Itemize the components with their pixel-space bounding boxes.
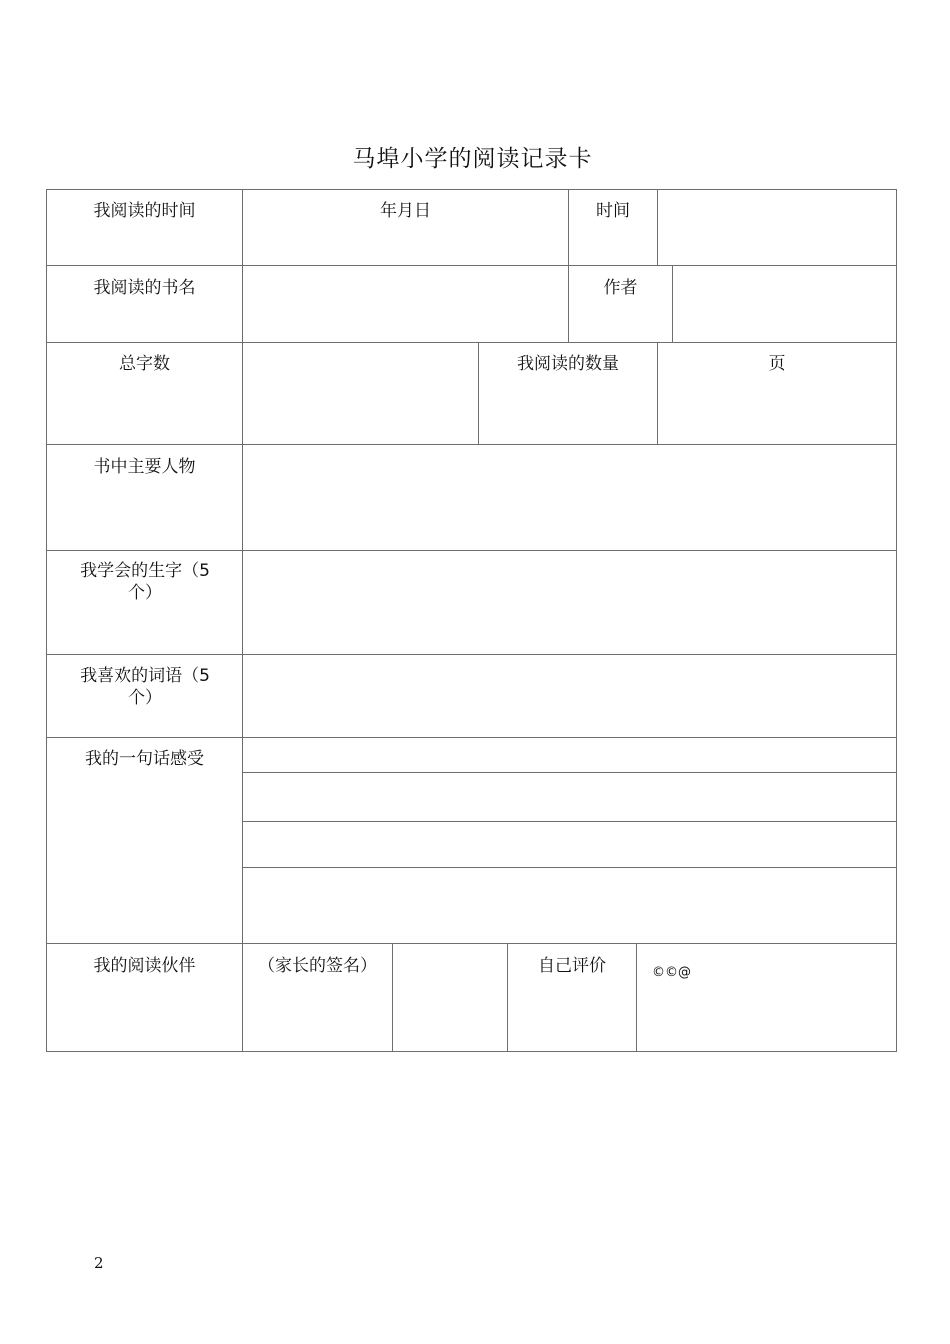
evaluation-faces: ©©@: [652, 965, 691, 980]
one-sentence-feeling-label: 我的一句话感受: [85, 749, 204, 769]
page-number: 2: [94, 1254, 104, 1272]
new-characters-label: 我学会的生字（5个）: [80, 561, 210, 603]
total-words-label: 总字数: [119, 354, 170, 374]
favorite-words-label: 我喜欢的词语（5个）: [80, 666, 210, 708]
author-label: 作者: [603, 278, 638, 298]
reading-time-label: 我阅读的时间: [93, 201, 196, 221]
main-characters-label: 书中主要人物: [93, 457, 196, 477]
reading-partner-label: 我的阅读伙伴: [93, 956, 196, 976]
parent-signature-label: （家长的签名）: [258, 956, 377, 976]
reading-amount-label: 我阅读的数量: [517, 354, 619, 374]
time-label: 时间: [596, 201, 630, 221]
page-title: 马埠小学的阅读记录卡: [352, 146, 593, 172]
book-title-label: 我阅读的书名: [93, 278, 196, 298]
self-evaluation-label: 自己评价: [538, 956, 606, 976]
date-label: 年月日: [380, 201, 431, 221]
pages-label: 页: [768, 354, 786, 374]
